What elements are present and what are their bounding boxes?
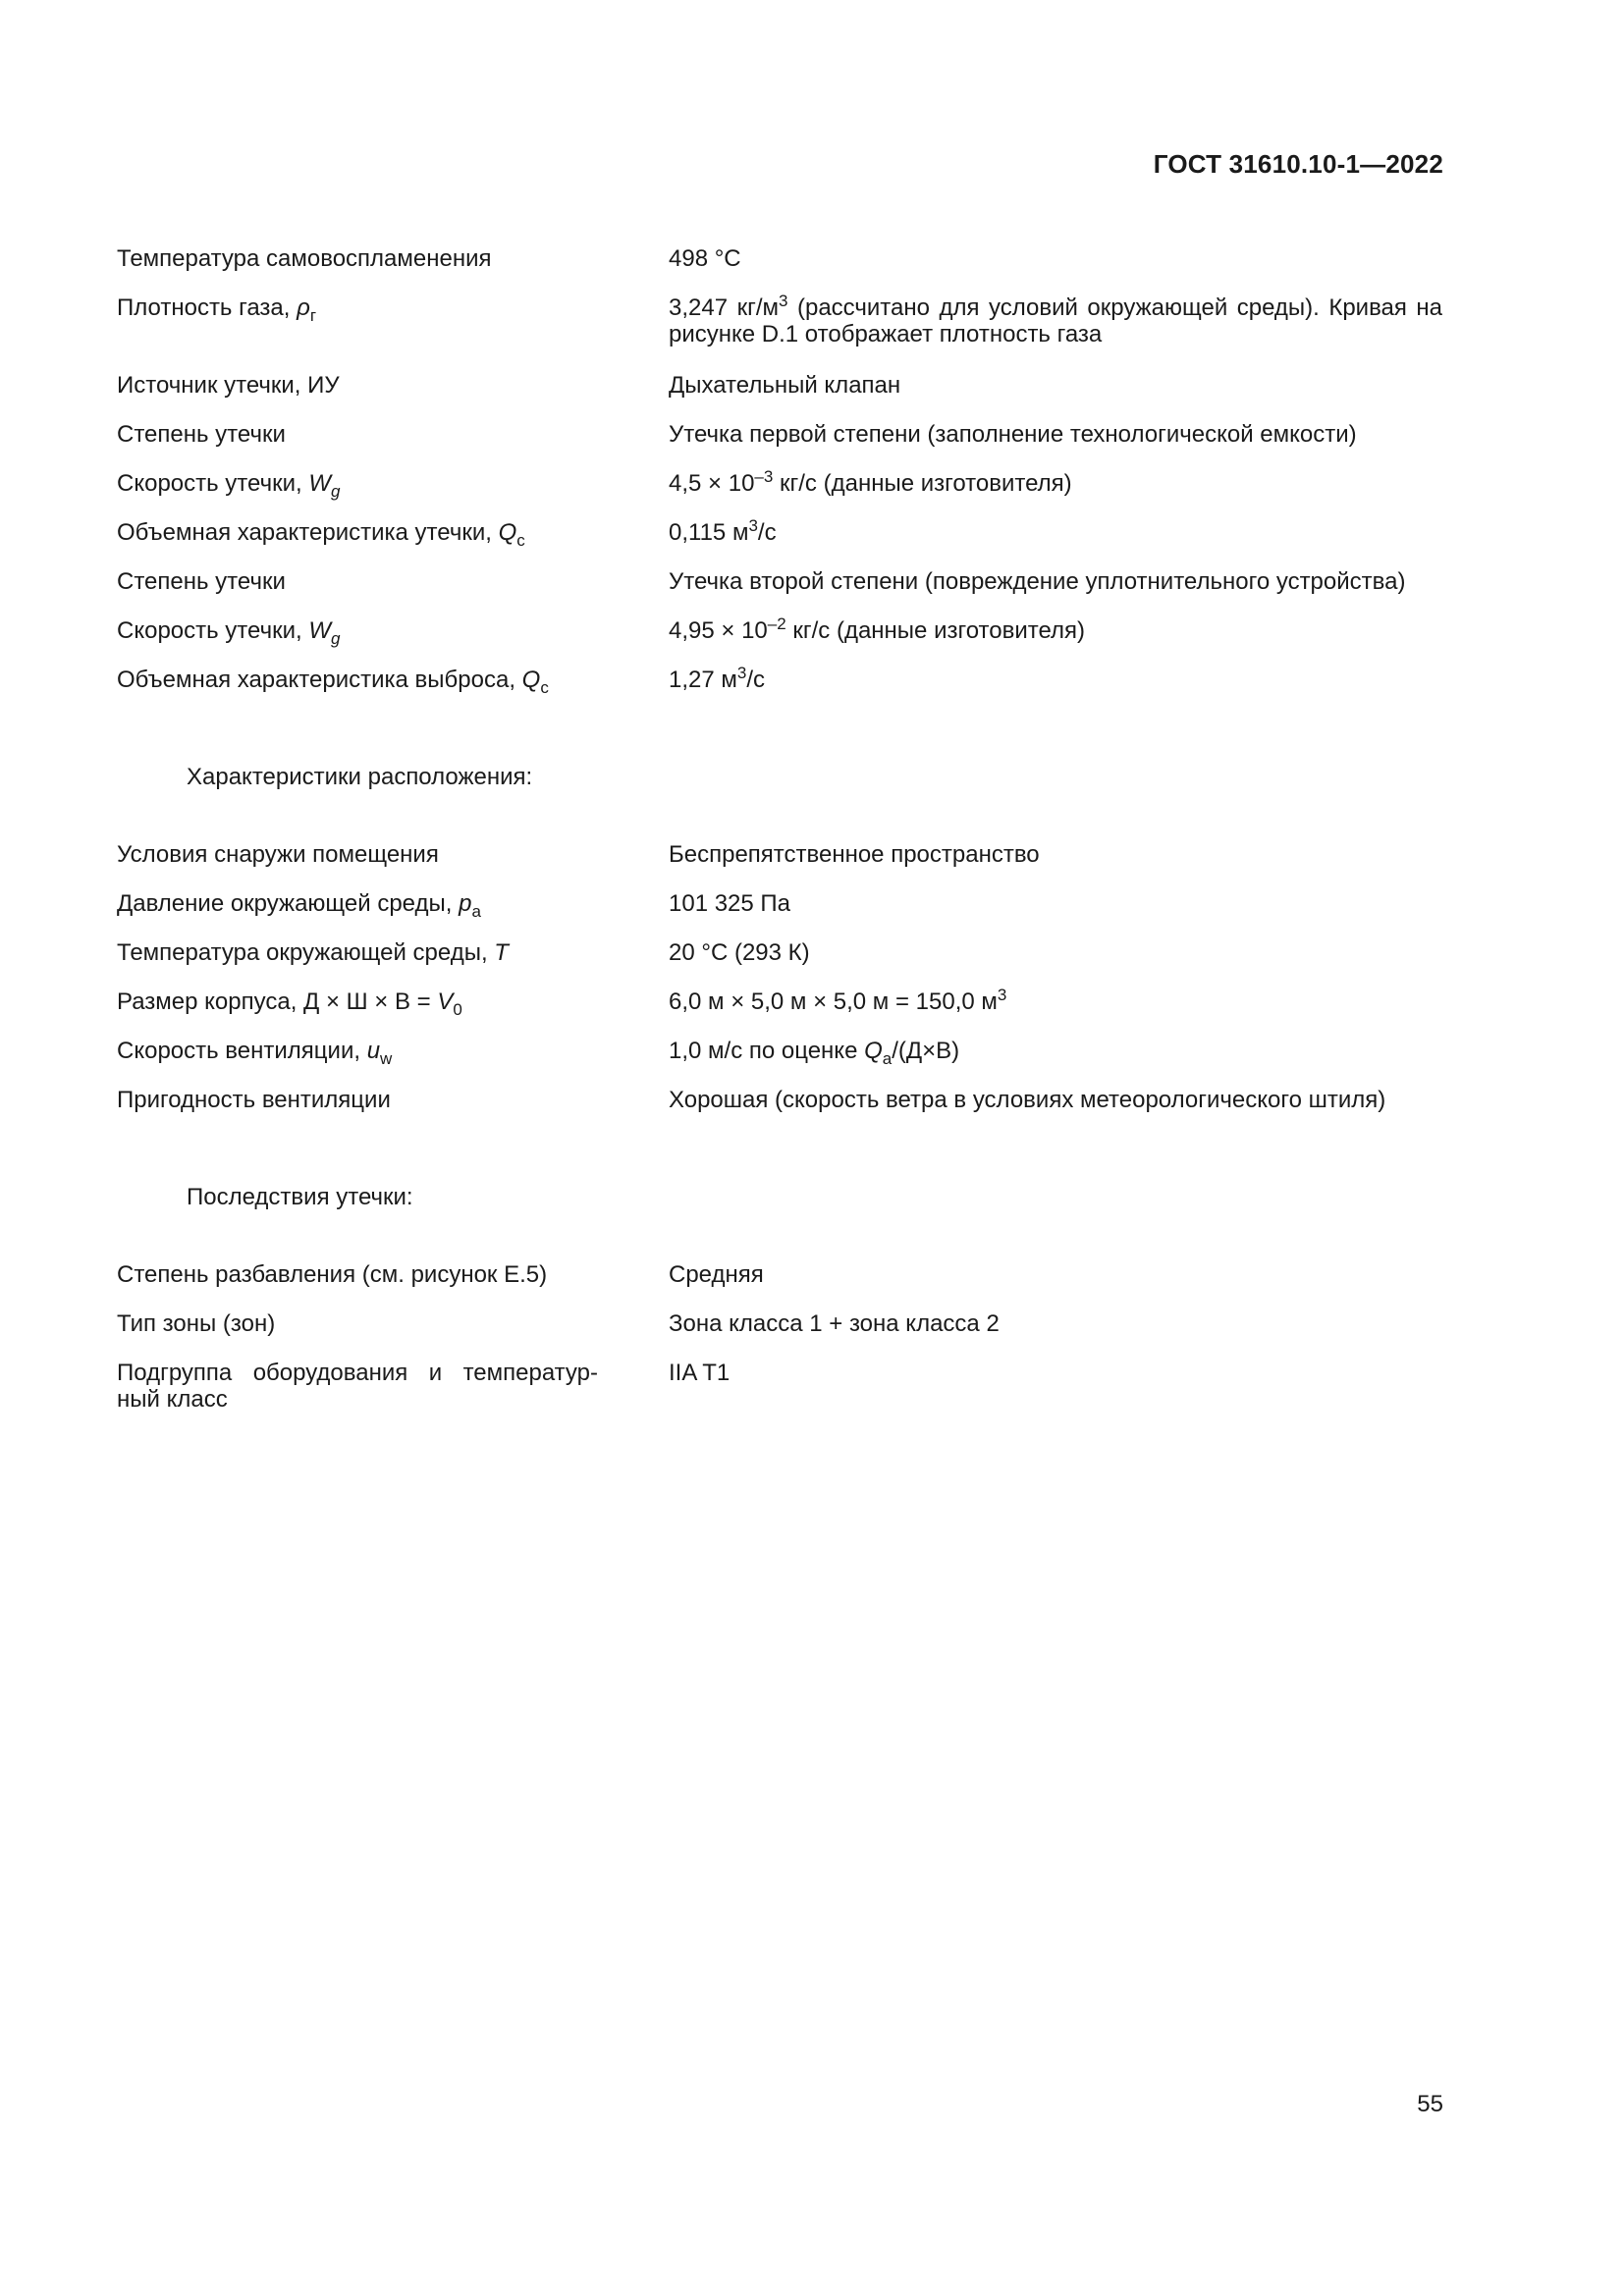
row-label: Размер корпуса, $Д \times Ш \times В = V_0$	[117, 988, 462, 1019]
row-value: 6,0 м × 5,0 м × 5,0 м = 150,0 $м^3$	[669, 986, 1007, 1015]
row-value: Утечка второй степени (повреждение уплотнительного устройства)	[669, 568, 1406, 595]
row-label: Плотность газа, $\rho_г$	[117, 294, 317, 325]
row-label: Скорость утечки, $W_g$	[117, 617, 341, 648]
row-value: 101 325 Па	[669, 890, 791, 917]
row-label: Пригодность вентиляции	[117, 1087, 391, 1113]
row-label: Тип зоны (зон)	[117, 1310, 276, 1337]
row-value: $4,5 \times 10^{-3}$ кг/с (данные изготовителя)	[669, 467, 1072, 497]
row-label: Объемная характеристика выброса, $Q_c$	[117, 667, 549, 697]
row-value: Дыхательный клапан	[669, 372, 901, 399]
row-value: Средняя	[669, 1261, 764, 1288]
row-label: Скорость утечки, $W_g$	[117, 470, 341, 501]
row-value: 3,247 $кг/м^3$ (рассчитано для условий окружающей среды). Кривая на рисунке D.1 отображает плотность газа	[669, 292, 1442, 347]
page-number: 55	[1417, 2091, 1443, 2117]
row-value: 20 °С (293 К)	[669, 939, 810, 966]
row-label: Степень утечки	[117, 568, 286, 595]
section-title-consequences: Последствия утечки:	[187, 1184, 413, 1210]
row-value: Зона класса 1 + зона класса 2	[669, 1310, 1000, 1337]
row-value: 0,115 $м^3/с$	[669, 516, 777, 546]
row-label: Условия снаружи помещения	[117, 841, 439, 868]
row-value: Утечка первой степени (заполнение технологической емкости)	[669, 421, 1357, 448]
row-label: Давление окружающей среды, $p_a$	[117, 890, 481, 921]
row-label: Температура окружающей среды, T	[117, 939, 509, 966]
row-label: Температура самовоспламенения	[117, 245, 492, 272]
row-value: 498 °С	[669, 245, 741, 272]
section-title-location: Характеристики расположения:	[187, 764, 533, 790]
row-label: Степень утечки	[117, 421, 286, 448]
row-label: Подгруппа оборудования и температур- ный класс	[117, 1360, 598, 1413]
row-label: Скорость вентиляции, $u_w$	[117, 1038, 393, 1068]
row-value: 1,27 $м^3/с$	[669, 664, 766, 693]
row-value: IIA T1	[669, 1360, 731, 1386]
row-label: Источник утечки, ИУ	[117, 372, 340, 399]
row-value: Хорошая (скорость ветра в условиях метеорологического штиля)	[669, 1087, 1386, 1113]
row-label: Объемная характеристика утечки, $Q_c$	[117, 519, 525, 550]
row-value: $4,95 \times 10^{-2}$ кг/с (данные изготовителя)	[669, 614, 1086, 644]
row-value: Беспрепятственное пространство	[669, 841, 1040, 868]
document-id-header: ГОСТ 31610.10-1—2022	[1153, 149, 1443, 179]
row-label: Степень разбавления (см. рисунок Е.5)	[117, 1261, 548, 1288]
row-value: 1,0 м/с по оценке $Q_a/(Д\times В)$	[669, 1038, 960, 1068]
